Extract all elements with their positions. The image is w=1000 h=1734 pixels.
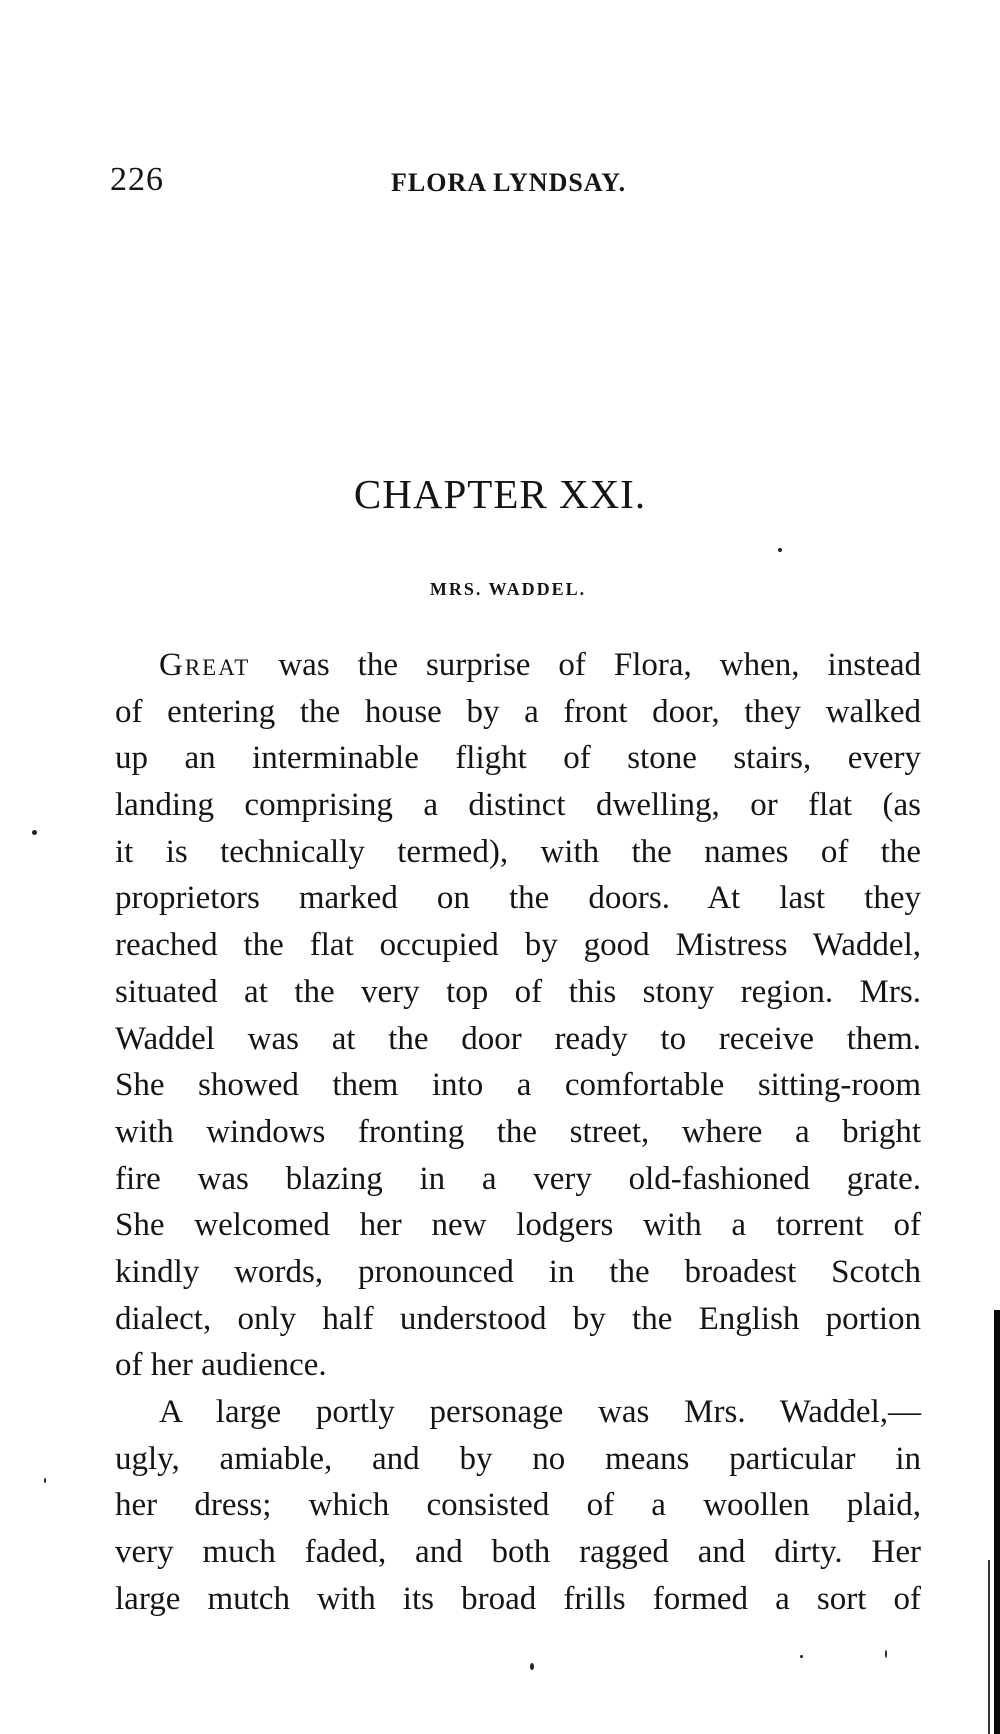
text-line: ugly, amiable, and by no means particular in [115, 1440, 921, 1477]
page-number: 226 [110, 161, 164, 198]
text-line: fire was blazing in a very old-fashioned grate. [115, 1160, 921, 1197]
text-line: reached the flat occupied by good Mistress Waddel, [115, 927, 921, 964]
text-line: large mutch with its broad frills formed a sort of [115, 1580, 921, 1617]
scan-speck [530, 1663, 534, 1670]
text-line: Waddel was at the door ready to receive them. [115, 1020, 921, 1057]
scan-speck [778, 548, 782, 552]
chapter-title: CHAPTER XXI. [353, 471, 647, 517]
text-line: it is technically termed), with the names of the [115, 833, 921, 870]
text-line: A large portly personage was Mrs. Waddel,— [159, 1394, 921, 1430]
paragraph-lead-word: Great [159, 647, 251, 683]
text-line [115, 642, 921, 689]
scan-speck [32, 830, 37, 835]
text-line: She welcomed her new lodgers with a torrent of [115, 1207, 921, 1244]
running-head: FLORA LYNDSAY. [391, 168, 627, 197]
text-line: dialect, only half understood by the English portion [115, 1300, 921, 1337]
text-line-rest: was the surprise of Flora, when, instead [250, 647, 921, 683]
text-line: situated at the very top of this stony region. Mrs. [115, 973, 921, 1010]
scan-speck [800, 1655, 803, 1658]
scan-speck [44, 1478, 46, 1483]
text-line: her dress; which consisted of a woollen plaid, [115, 1487, 921, 1524]
text-line: with windows fronting the street, where a bright [115, 1113, 921, 1150]
chapter-subtitle: MRS. WADDEL. [429, 579, 587, 599]
text-line: proprietors marked on the doors. At last they [115, 880, 921, 917]
text-line: of entering the house by a front door, they walked [115, 693, 921, 730]
scan-edge-shadow [994, 1310, 1000, 1734]
paragraph-1 [115, 642, 921, 1389]
text-line: very much faded, and both ragged and dirty. Her [115, 1534, 921, 1571]
text-line: kindly words, pronounced in the broadest Scotch [115, 1253, 921, 1290]
scan-speck [885, 1650, 887, 1658]
paragraph-2 [115, 1389, 921, 1622]
scan-edge-line [988, 1560, 990, 1734]
text-line: She showed them into a comfortable sitting-room [115, 1067, 921, 1104]
text-line: landing comprising a distinct dwelling, or flat (as [115, 787, 921, 824]
text-line: of her audience. [115, 1347, 327, 1384]
body-text [115, 642, 921, 1622]
text-line: up an interminable flight of stone stairs, every [115, 740, 921, 777]
